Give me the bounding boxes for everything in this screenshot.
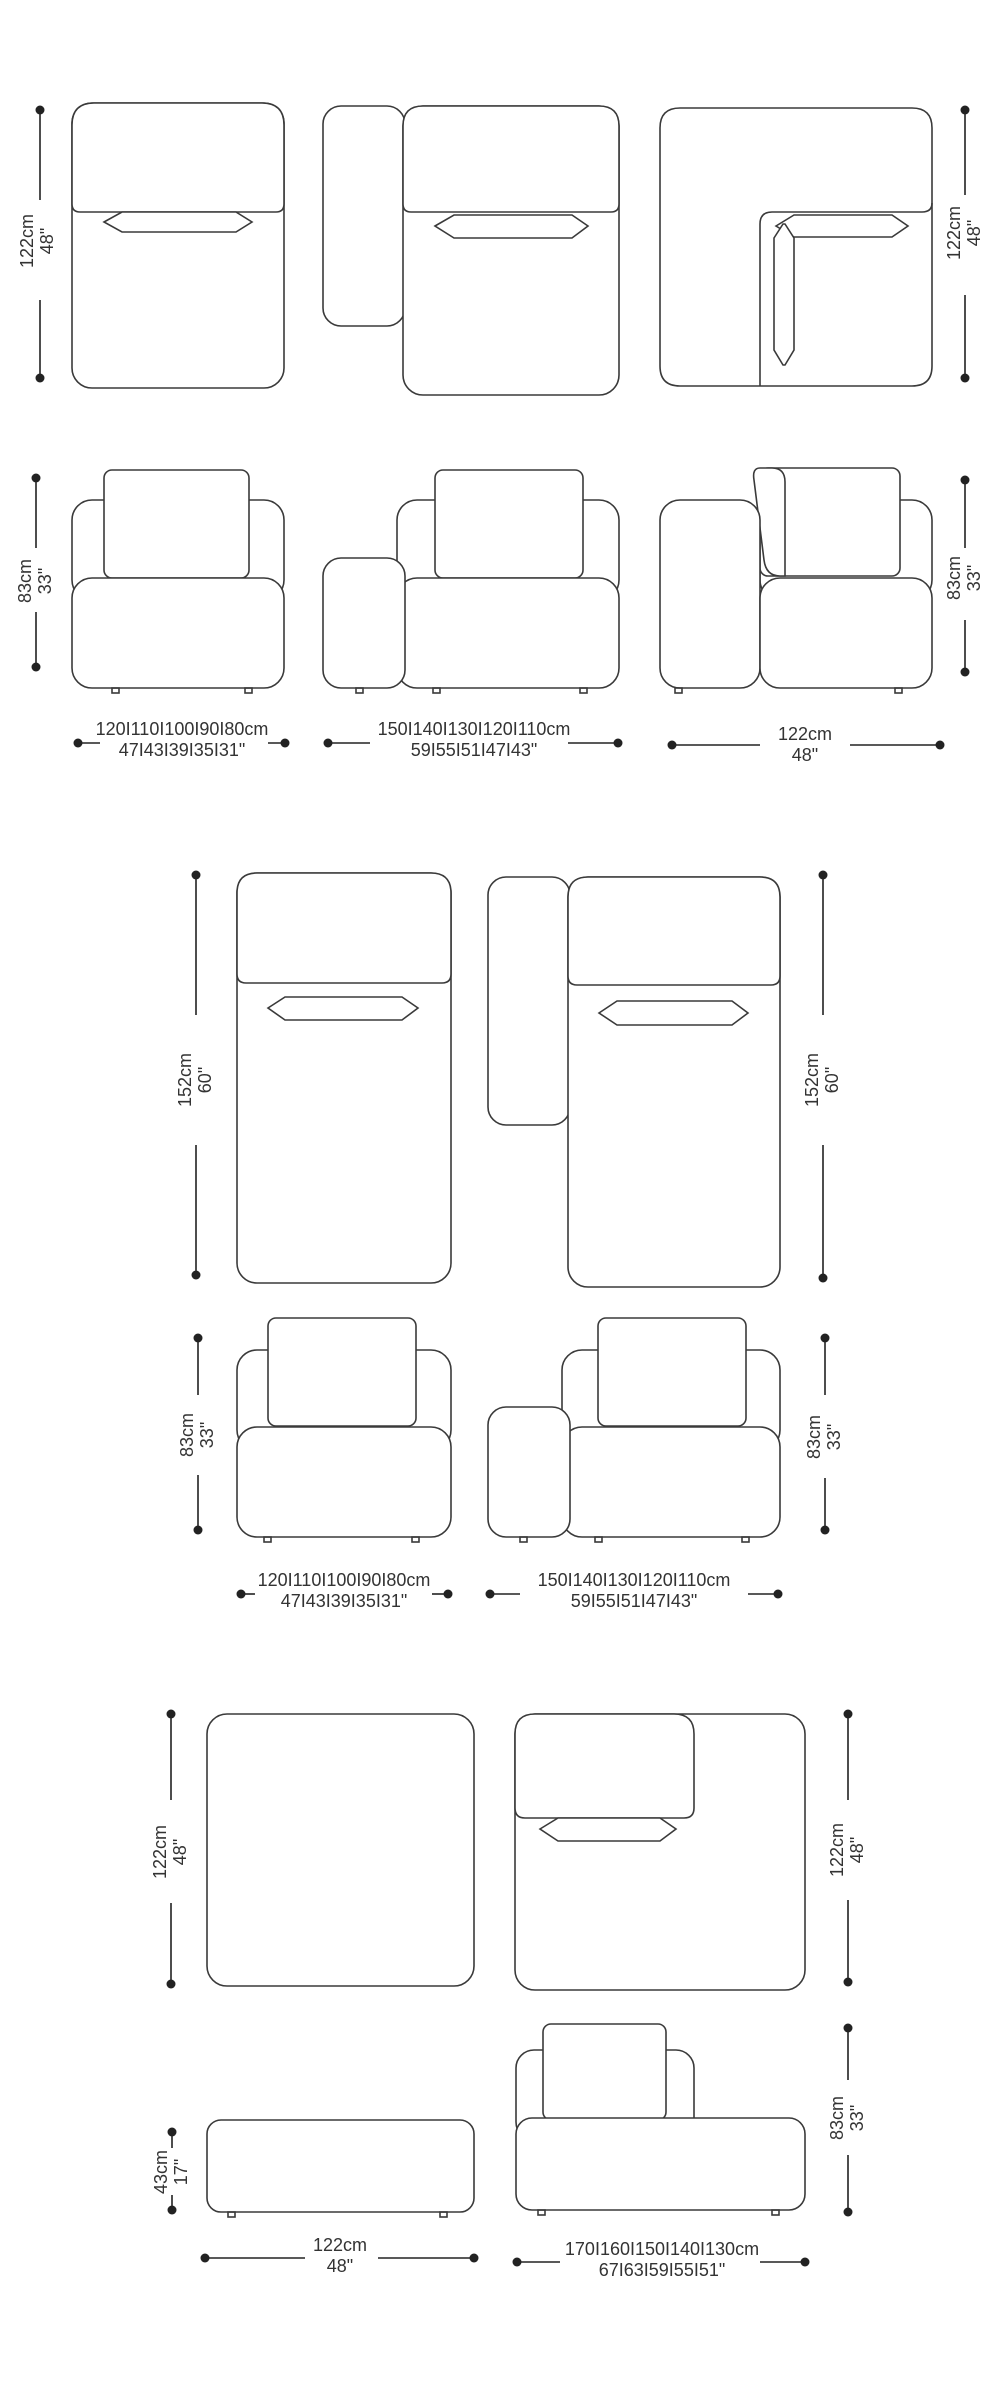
- module-side-table-chaise-front-view: [488, 1318, 780, 1542]
- dim-label: 67I63I59I55I51": [598, 2260, 726, 2280]
- module-ottoman-front-view: [207, 2120, 474, 2217]
- dim-label: 43cm: [151, 2149, 171, 2195]
- dim-label: 83cm: [827, 2095, 847, 2141]
- module-chaise-top-view: [237, 873, 451, 1283]
- module-side-table-armchair-front-view: [323, 470, 619, 693]
- dim-label: 122cm: [944, 205, 964, 261]
- module-lounge-top-view: [515, 1714, 805, 1990]
- dim-label: 33": [847, 2104, 867, 2132]
- dim-label: 83cm: [177, 1412, 197, 1458]
- dim-label: 48": [791, 745, 819, 765]
- dim-label: 48": [964, 219, 984, 247]
- dim-label: 47I43I39I35I31": [280, 1591, 408, 1611]
- dim-label: 47I43I39I35I31": [118, 740, 246, 760]
- dim-label: 59I55I51I47I43": [570, 1591, 698, 1611]
- dim-label: 48": [37, 227, 57, 255]
- dim-label: 152cm: [175, 1052, 195, 1108]
- dim-label: 33": [197, 1421, 217, 1449]
- dim-83-left-row2: [177, 1334, 217, 1535]
- dim-width-chaise-row2: [237, 1570, 453, 1611]
- dim-width-armchair-row1: [74, 719, 290, 760]
- dim-label: 120I110I100I90I80cm: [95, 719, 269, 739]
- module-armchair-top-view: [72, 103, 284, 388]
- dim-label: 59I55I51I47I43": [410, 740, 538, 760]
- dim-83-right-row3: [827, 2024, 867, 2217]
- dim-label: 48": [326, 2256, 354, 2276]
- module-armchair-front-view: [72, 470, 284, 693]
- dim-width-side-table-armchair-row1: [324, 719, 623, 760]
- dim-label: 60": [195, 1066, 215, 1094]
- dim-83-right-row1: [944, 476, 984, 677]
- dim-43-left-row3: [151, 2128, 191, 2215]
- dim-label: 48": [847, 1836, 867, 1864]
- module-lounge-front-view: [516, 2024, 805, 2215]
- dim-width-lounge-row3: [513, 2239, 810, 2280]
- dim-122-left-row3: [150, 1710, 190, 1989]
- module-side-table-armchair-top-view: [323, 106, 619, 395]
- dim-83-right-row2: [804, 1334, 844, 1535]
- dim-label: 83cm: [944, 555, 964, 601]
- dim-width-ottoman-row3: [201, 2235, 479, 2276]
- dim-label: 17": [171, 2158, 191, 2186]
- dim-152-left-row2: [175, 871, 215, 1280]
- dim-width-side-table-chaise-row2: [486, 1570, 783, 1611]
- dim-122-left-row1: [17, 106, 57, 383]
- dim-label: 60": [822, 1066, 842, 1094]
- module-corner-front-view: [660, 468, 932, 693]
- dim-label: 150I140I130I120I110cm: [537, 1570, 731, 1590]
- module-ottoman-top-view: [207, 1714, 474, 1986]
- dim-width-corner-row1: [668, 724, 945, 765]
- dim-label: 122cm: [150, 1824, 170, 1880]
- module-chaise-front-view: [237, 1318, 451, 1542]
- dim-83-left-row1: [15, 474, 55, 672]
- dim-label: 170I160I150I140I130cm: [564, 2239, 760, 2259]
- dim-152-right-row2: [802, 871, 842, 1283]
- dim-label: 122cm: [827, 1822, 847, 1878]
- dim-label: 122cm: [17, 213, 37, 269]
- module-side-table-chaise-top-view: [488, 877, 780, 1287]
- dim-label: 83cm: [804, 1414, 824, 1460]
- dim-label: 83cm: [15, 558, 35, 604]
- dim-label: 120I110I100I90I80cm: [257, 1570, 431, 1590]
- dim-label: 33": [824, 1423, 844, 1451]
- dim-label: 150I140I130I120I110cm: [377, 719, 571, 739]
- dim-label: 33": [964, 564, 984, 592]
- dim-label: 33": [35, 567, 55, 595]
- dim-label: 122cm: [312, 2235, 368, 2255]
- dim-122-right-row3: [827, 1710, 867, 1987]
- dim-label: 122cm: [777, 724, 833, 744]
- dim-label: 48": [170, 1838, 190, 1866]
- dim-label: 152cm: [802, 1052, 822, 1108]
- dim-122-right-row1: [944, 106, 984, 383]
- module-corner-top-view: [660, 108, 932, 386]
